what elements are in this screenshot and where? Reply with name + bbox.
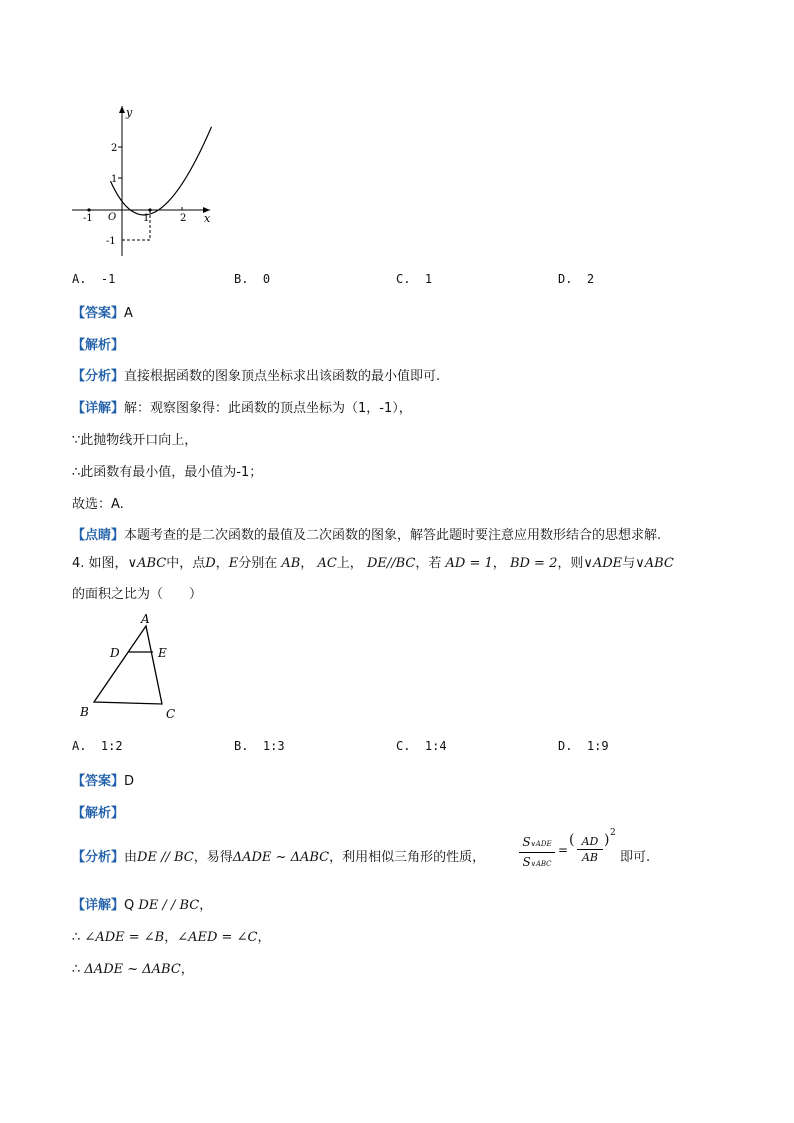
x-label-neg1: -1 — [83, 213, 93, 224]
option-letter: D. — [558, 739, 573, 753]
option-letter: D. — [558, 272, 573, 286]
stem-math: BD = 2 — [509, 556, 558, 571]
q3-xiangjie-line2: ∵此抛物线开口向上， — [72, 433, 198, 448]
s-symbol: S — [522, 835, 531, 849]
q4-analysis-heading — [72, 802, 124, 821]
fenxi-math: ΔADE ~ ΔABC — [232, 850, 330, 865]
because-symbol: Q — [124, 898, 135, 913]
q4-fenxi — [72, 846, 485, 865]
option-letter: B. — [234, 272, 249, 286]
stem-text: ， — [492, 556, 506, 571]
paren-open: ( — [569, 832, 575, 848]
origin-label: O — [108, 212, 117, 223]
q4-xiangjie-line3 — [72, 958, 194, 977]
similarity-statement: ΔADE ~ ΔABC — [84, 962, 181, 977]
q4-xiangjie-line2 — [72, 926, 270, 945]
stem-text: 与 — [622, 556, 636, 571]
parabola-graph — [68, 100, 228, 260]
q3-option-b[interactable] — [234, 272, 270, 286]
stem-math: AC — [317, 556, 337, 571]
stem-text: ， — [300, 556, 314, 571]
dianjing-tag: 【点睛】 — [72, 528, 125, 543]
stem-text: 上， — [336, 556, 363, 571]
therefore-symbol: ∴ — [72, 962, 81, 977]
stem-text: ，则 — [557, 556, 584, 571]
s-symbol: S — [522, 855, 531, 869]
option-letter: A. — [72, 272, 87, 286]
vertex-a-label: A — [141, 612, 150, 626]
q4-option-d[interactable] — [558, 739, 609, 753]
option-value: 1:4 — [424, 739, 447, 753]
option-letter: B. — [234, 739, 249, 753]
option-value: 1:9 — [586, 739, 609, 753]
q3-answer — [72, 302, 133, 321]
q3-xiangjie-line4: 故选：A. — [72, 497, 124, 512]
fenxi-text: 直接根据函数的图象顶点坐标求出该函数的最小值即可. — [124, 369, 441, 384]
q3-dianjing — [72, 524, 661, 543]
q3-option-d[interactable] — [558, 272, 594, 286]
x-axis-label: x — [204, 212, 211, 225]
question-number: 4. — [72, 556, 85, 571]
option-letter: A. — [72, 739, 87, 753]
stem-math: ∨ADE — [583, 556, 623, 571]
separator: ， — [164, 930, 178, 945]
option-letter: C. — [396, 739, 411, 753]
option-value: -1 — [100, 272, 116, 286]
fenxi-tag: 【分析】 — [72, 369, 125, 384]
answer-tag: 【答案】 — [72, 306, 125, 321]
triangle-figure — [74, 608, 194, 726]
x-label-2: 2 — [180, 213, 187, 224]
stem-math: ∨ABC — [127, 556, 167, 571]
answer-value: D — [124, 774, 135, 789]
y-axis-label: y — [126, 106, 133, 119]
stem-math: AD = 1 — [445, 556, 493, 571]
point-e-label: E — [158, 646, 167, 660]
separator: ， — [180, 962, 194, 977]
option-value: 1 — [424, 272, 433, 286]
answer-value: A — [124, 306, 133, 321]
q3-xiangjie — [72, 397, 412, 416]
paren-close: ) — [604, 832, 610, 848]
stem-math: DE//BC — [366, 556, 416, 571]
stem-text: 中，点 — [166, 556, 206, 571]
option-value: 1:2 — [100, 739, 123, 753]
stem-math: E — [228, 556, 239, 571]
s-subscript: ∨ADE — [530, 840, 552, 848]
fenxi-tag: 【分析】 — [72, 850, 125, 865]
option-letter: C. — [396, 272, 411, 286]
answer-tag: 【答案】 — [72, 774, 125, 789]
fraction-denominator — [519, 853, 555, 873]
inner-fraction — [577, 835, 603, 865]
stem-text: ， — [215, 556, 229, 571]
vertex-c-label: C — [166, 707, 176, 721]
inner-numerator: AD — [577, 835, 603, 850]
fenxi-text: 由 — [124, 850, 138, 865]
q4-stem-line1 — [72, 552, 674, 571]
y-label-neg1: -1 — [106, 236, 116, 247]
fenxi-math: DE // BC — [137, 850, 194, 865]
stem-math: AB — [281, 556, 301, 571]
therefore-symbol: ∴ — [72, 930, 81, 945]
fraction-numerator — [519, 834, 555, 853]
analysis-tag: 【解析】 — [72, 338, 125, 353]
s-subscript: ∨ABC — [530, 860, 552, 868]
q4-answer — [72, 770, 134, 789]
q4-option-c[interactable] — [396, 739, 447, 753]
xiangjie-math: DE / / BC — [138, 898, 200, 913]
y-label-1: 1 — [111, 174, 118, 185]
parabola-curve — [111, 127, 212, 215]
fraction-equals: = — [558, 843, 569, 857]
stem-math: ∨ABC — [635, 556, 674, 571]
point-d-label: D — [110, 646, 120, 660]
option-value: 2 — [586, 272, 595, 286]
option-value: 1:3 — [262, 739, 285, 753]
fenxi-text: ，易得 — [193, 850, 233, 865]
angle-equation: ∠ADE = ∠B — [84, 930, 165, 945]
q4-stem-line2: 的面积之比为（ ） — [72, 587, 203, 602]
fenxi-text: ，利用相似三角形的性质， — [329, 850, 486, 865]
fenxi-end: 即可. — [620, 850, 651, 865]
dianjing-text: 本题考查的是二次函数的最值及二次函数的图象，解答此题时要注意应用数形结合的思想求解. — [124, 528, 662, 543]
xiangjie-text: ， — [199, 898, 213, 913]
x-label-1: 1 — [143, 213, 150, 224]
q3-option-c[interactable] — [396, 272, 432, 286]
xiangjie-tag: 【详解】 — [72, 898, 125, 913]
separator: ， — [257, 930, 271, 945]
q3-xiangjie-line3: ∴此函数有最小值，最小值为-1； — [72, 465, 263, 480]
q3-fenxi — [72, 365, 440, 384]
analysis-tag: 【解析】 — [72, 806, 125, 821]
vertex-b-label: B — [80, 705, 89, 719]
area-ratio-fraction — [519, 834, 555, 873]
q4-option-b[interactable] — [234, 739, 285, 753]
option-value: 0 — [262, 272, 271, 286]
stem-text: ，若 — [415, 556, 442, 571]
y-axis-arrow — [119, 106, 125, 113]
triangle-abc — [94, 626, 162, 704]
q4-option-a[interactable] — [72, 739, 123, 753]
stem-text: 分别在 — [238, 556, 278, 571]
xiangjie-text: 解：观察图象得：此函数的顶点坐标为（1，-1）， — [124, 401, 412, 416]
y-label-2: 2 — [111, 143, 118, 154]
q3-analysis-heading — [72, 334, 124, 353]
angle-equation: ∠AED = ∠C — [177, 930, 258, 945]
fraction-exponent: 2 — [610, 828, 616, 838]
stem-math: D — [205, 556, 216, 571]
q4-xiangjie — [72, 894, 212, 913]
xiangjie-tag: 【详解】 — [72, 401, 125, 416]
x-point-neg1 — [87, 208, 90, 211]
stem-text: 如图， — [88, 556, 128, 571]
q3-option-a[interactable] — [72, 272, 115, 286]
inner-denominator: AB — [581, 851, 599, 864]
